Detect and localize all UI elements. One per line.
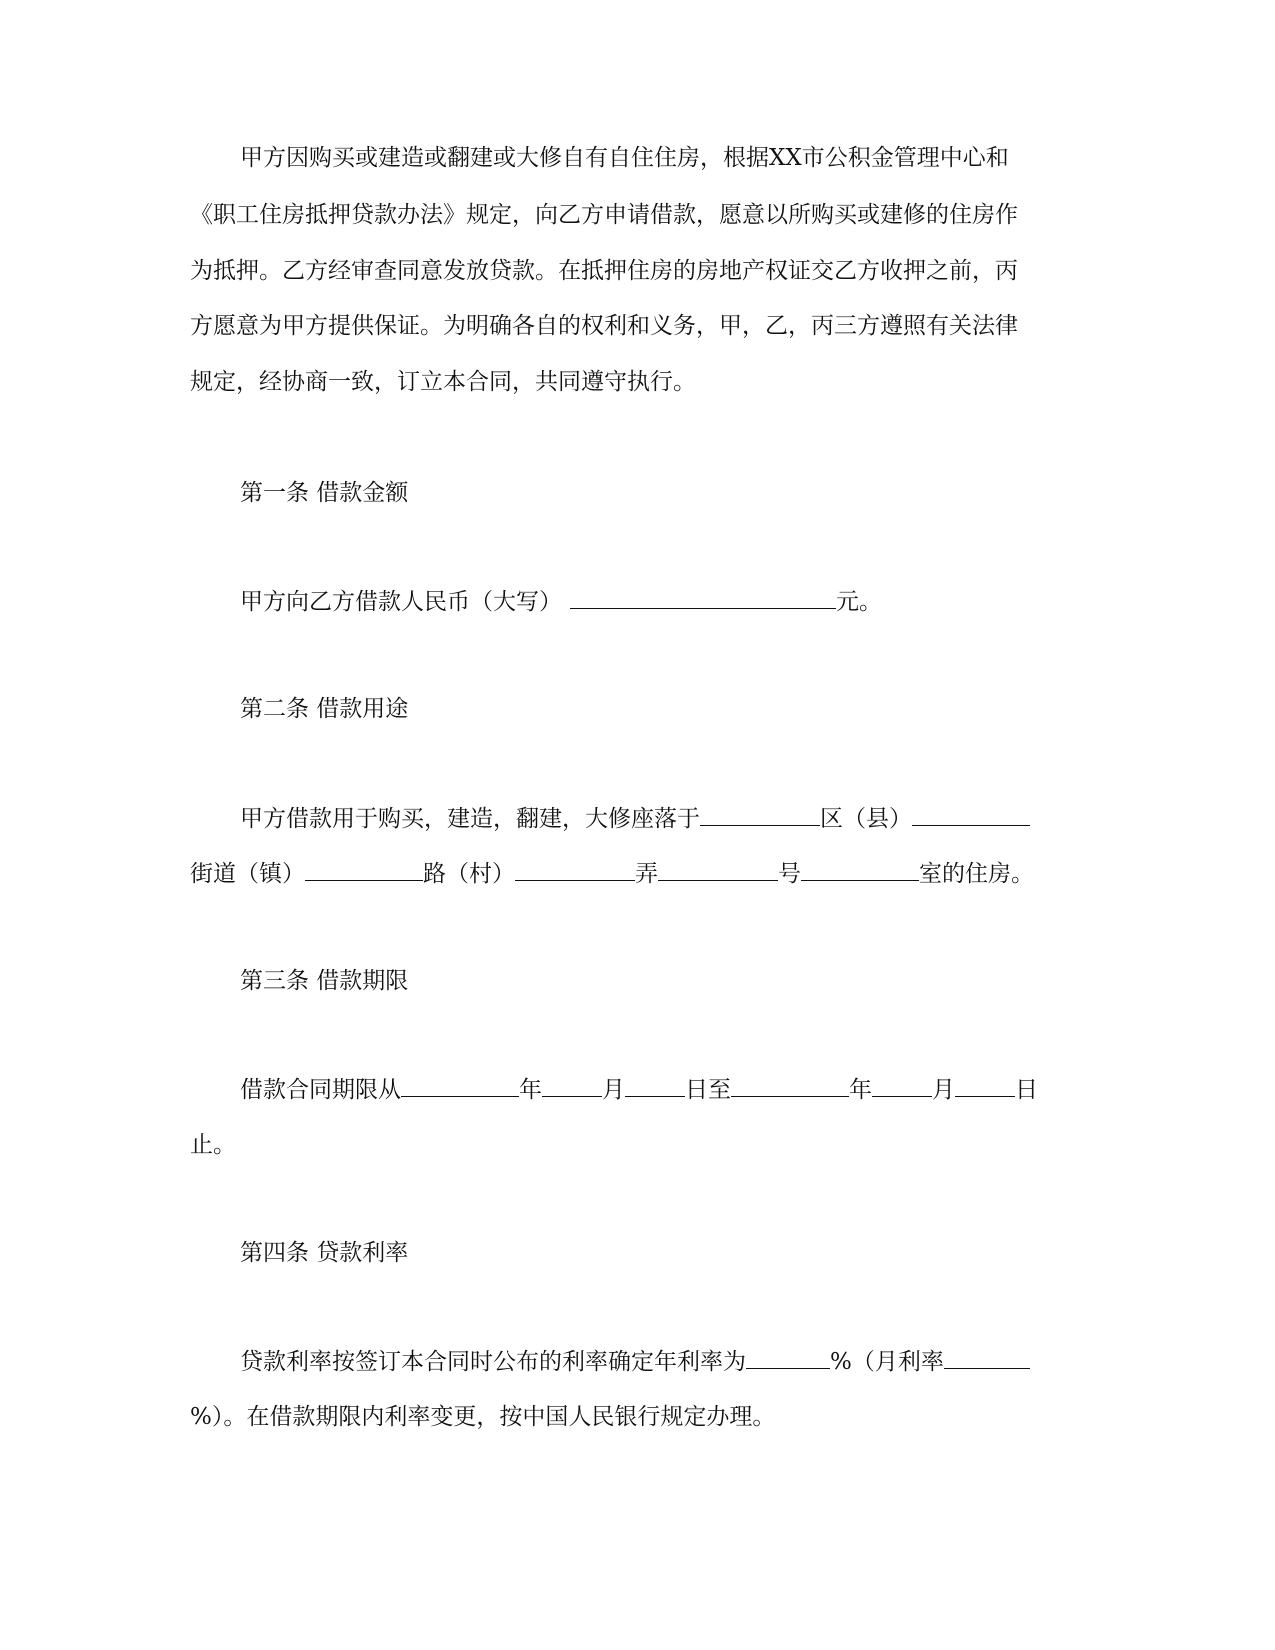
start-year-blank[interactable] [401,1074,519,1097]
street-blank[interactable] [305,858,423,881]
end-month-blank[interactable] [872,1074,932,1097]
district-label: 区（县） [820,806,912,832]
article-3-line-1 [240,1074,1038,1104]
start-day-label: 日至 [685,1077,731,1103]
article-1-text [240,586,882,616]
street-label: 街道（镇） [190,861,305,887]
article-4-line-2: %）。在借款期限内利率变更，按中国人民银行规定办理。 [190,1404,776,1430]
end-month-label: 月 [932,1077,955,1103]
start-month-blank[interactable] [542,1074,602,1097]
article-2-line-2 [190,858,1034,888]
purpose-text: 甲方借款用于购买，建造，翻建，大修座落于 [240,806,700,832]
intro-line-4: 方愿意为甲方提供保证。为明确各自的权利和义务，甲，乙，丙三方遵照有关法律 [190,313,1018,339]
lane-blank[interactable] [658,858,778,881]
rate-text: 贷款利率按签订本合同时公布的利率确定年利率为 [240,1349,746,1375]
end-year-label: 年 [849,1077,872,1103]
end-day-blank[interactable] [955,1074,1015,1097]
room-label: 室的住房。 [919,861,1034,887]
intro-line-5: 规定，经协商一致，订立本合同，共同遵守执行。 [190,369,696,395]
article-2-heading: 第二条 借款用途 [240,696,409,722]
monthly-rate-blank[interactable] [944,1346,1030,1369]
article-4-heading: 第四条 贷款利率 [240,1240,409,1266]
term-text: 借款合同期限从 [240,1077,401,1103]
start-day-blank[interactable] [625,1074,685,1097]
end-day-label: 日 [1015,1077,1038,1103]
start-month-label: 月 [602,1077,625,1103]
county-blank[interactable] [912,803,1030,826]
road-label: 路（村） [423,861,515,887]
start-year-label: 年 [519,1077,542,1103]
article-3-heading: 第三条 借款期限 [240,968,409,994]
district-blank[interactable] [700,803,820,826]
article-1-heading: 第一条 借款金额 [240,480,409,506]
article-3-line-2: 止。 [190,1132,236,1158]
article-1-text-before: 甲方向乙方借款人民币（大写） [240,589,562,615]
intro-line-1: 甲方因购买或建造或翻建或大修自有自住住房，根据XX市公积金管理中心和 [240,145,1009,171]
article-1-text-after: 元。 [836,589,882,615]
intro-line-2: 《职工住房抵押贷款办法》规定，向乙方申请借款，愿意以所购买或建修的住房作 [190,202,1018,228]
number-blank[interactable] [801,858,919,881]
intro-line-3: 为抵押。乙方经审查同意发放贷款。在抵押住房的房地产权证交乙方收押之前，丙 [190,258,1018,284]
road-blank[interactable] [515,858,635,881]
end-year-blank[interactable] [731,1074,849,1097]
article-4-line-1 [240,1346,1030,1376]
lane-label: 弄 [635,861,658,887]
article-2-line-1 [240,803,1030,833]
annual-rate-blank[interactable] [746,1346,830,1369]
amount-blank[interactable] [570,586,836,609]
monthly-rate-label: %（月利率 [830,1349,944,1375]
number-label: 号 [778,861,801,887]
